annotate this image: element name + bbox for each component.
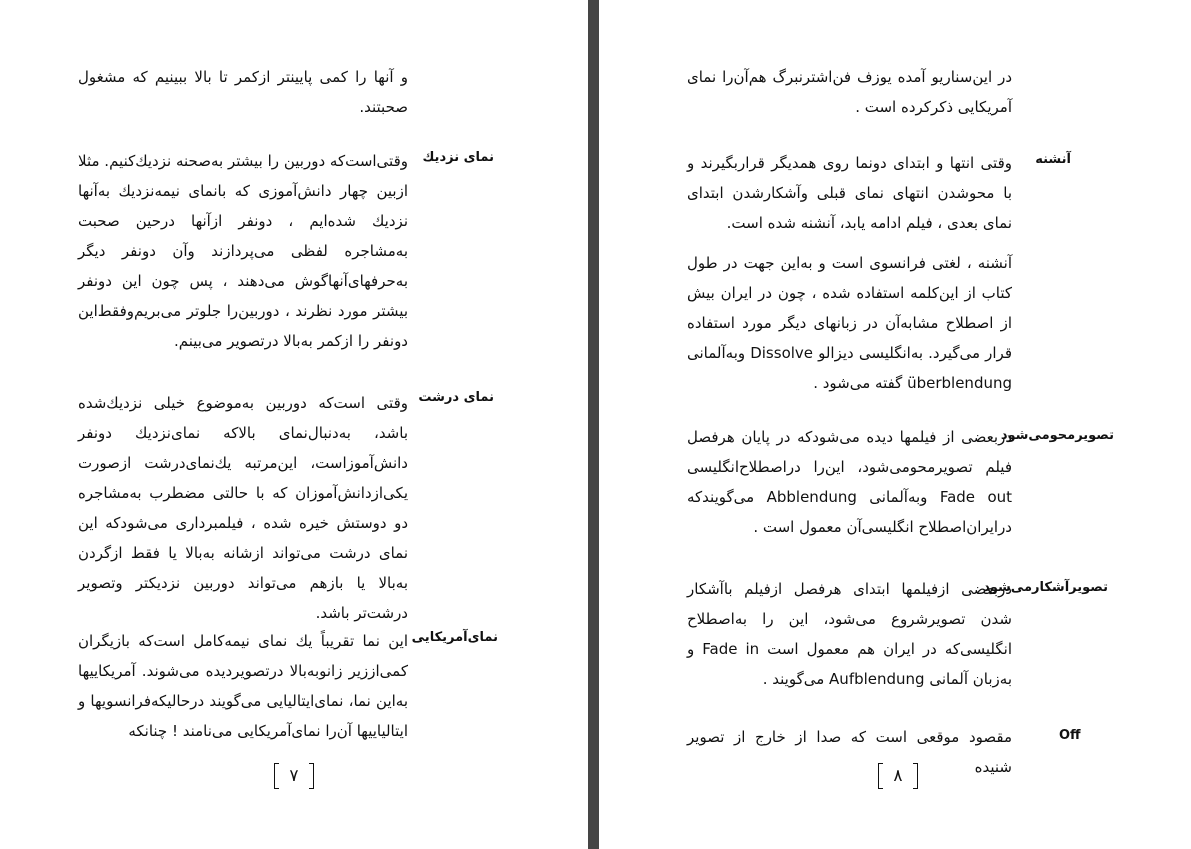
entry-dissolve-text-2: آنشنه ، لغتی فرانسوی است و به‌این جهت در طول کتاب از این‌کلمه استفاده شده ، چون در ایران بیش از اصطلاح مشابه‌آن در زبانهای دیگر مورد استفاده قرار می‌گیرد. به‌انگلیسی دیزالو Dissolve وبه‌آلمانی überblendung گفته می‌شود . [687,254,1013,392]
entry-dissolve-text: وقتی انتها و ابتدای دونما روی همدیگر قرار‌بگیرند و با محوشدن انتهای نمای قبلی وآشکارشدن ابتدای نمای بعدی ، فیلم ادامه یابد، آنشنه شده است. [687,154,1012,232]
left-page-number-value: ٧ [289,766,299,786]
term-fade-in: تصویرآشکارمی‌شود [983,580,1108,595]
entry-close-up-text: وقتی‌است‌که دوربین را بیشتر بەصحنه نزدیك‌کنیم. مثلا ازبین چهار دانش‌آموزی که بانمای نیمه‌نزدیك به‌آنها نزدیك شده‌ایم ، دونفر ازآنها درحین صحبت به‌مشاجره لفظی می‌پردازند وآن دونفر دیگر به‌حرفهای‌آنها‌گوش می‌دهند ، پس چون این دونفر بیشتر مورد نظرند ، دوربین‌را جلوتر می‌بریم‌وفقط‌این دونفر را ازکمر به‌بالا درتصویر می‌بینم. [78,152,408,350]
book-spine [588,0,599,849]
term-fade-out: تصویرمحومی‌شود [1000,428,1114,443]
term-dissolve: آنشنه [1035,152,1071,167]
right-page-number-value: ٨ [893,766,903,786]
term-extreme-close-up: نمای درشت [418,390,494,405]
right-page [599,0,1191,849]
term-off: Off [1059,728,1081,743]
right-intro-text: در این‌سناریو آمده یوزف فن‌اشترنبرگ هم‌آن‌را نمای آمریکایی ذکرکرده است . [687,68,1012,116]
left-intro-text: و آنها را کمی پایینتر ازکمر تا بالا ببینیم که مشغول صحبتند. [78,68,408,116]
entry-off-text: مقصود موقعی است که صدا از خارج از تصویر شنیده [687,728,1012,776]
entry-fade-in-text: دربعضی ازفیلمها ابتدای هرفصل ازفیلم باآشکار شدن تصویرشروع می‌شود، این را به‌اصطلاح انگلیسی‌که در ایران هم معمول است Fade in و به‌زبان آلمانی Aufblendung می‌گویند . [687,580,1012,688]
term-american-shot: نمای‌آمریکایی [411,630,498,645]
left-page [0,0,588,849]
right-page-number [878,763,918,789]
entry-american-shot-text: این نما تقریباً یك نمای نیمه‌کامل است‌که بازیگران کمی‌اززیر زانوبه‌بالا درتصویردیده می‌شوند. آمریکاییها به‌این نما، نمای‌ایتالیایی می‌گویند درحالیکه‌فرانسویها و ایتالیاییها آن‌را نمای‌آمریکایی می‌نامند ! چنانکه [78,632,408,740]
entry-extreme-close-up-text: وقتی است‌که دوربین به‌موضوع خیلی نزدیك‌شده باشد، به‌دنبال‌نمای بالاکه نمای‌نزدیك دونفر دانش‌آموزاست، این‌مرتبه یك‌نمای‌درشت ازصورت یکی‌ازدانش‌آموزان که با حالتی مضطرب بەمشاجره دو دوستش خیره شده ، فیلمبرداری می‌شودکه این نمای درشت می‌تواند ازشانه به‌بالا یا فقط ازگردن به‌بالا یا بازهم می‌تواند دوربین نزدیکتر وتصویر درشت‌تر باشد. [78,394,408,622]
entry-fade-out-text: دربعضی از فیلمها دیده می‌شودکه در پایان هرفصل فیلم تصویرمحومی‌شود، این‌را دراصطلاح‌انگلیسی Fade out وبه‌آلمانی Abblendung می‌گویندکه درایران‌اصطلاح انگلیسی‌آن معمول است . [687,428,1013,536]
left-page-number [274,763,314,789]
term-close-up-shot: نمای نزدیك [422,150,494,165]
